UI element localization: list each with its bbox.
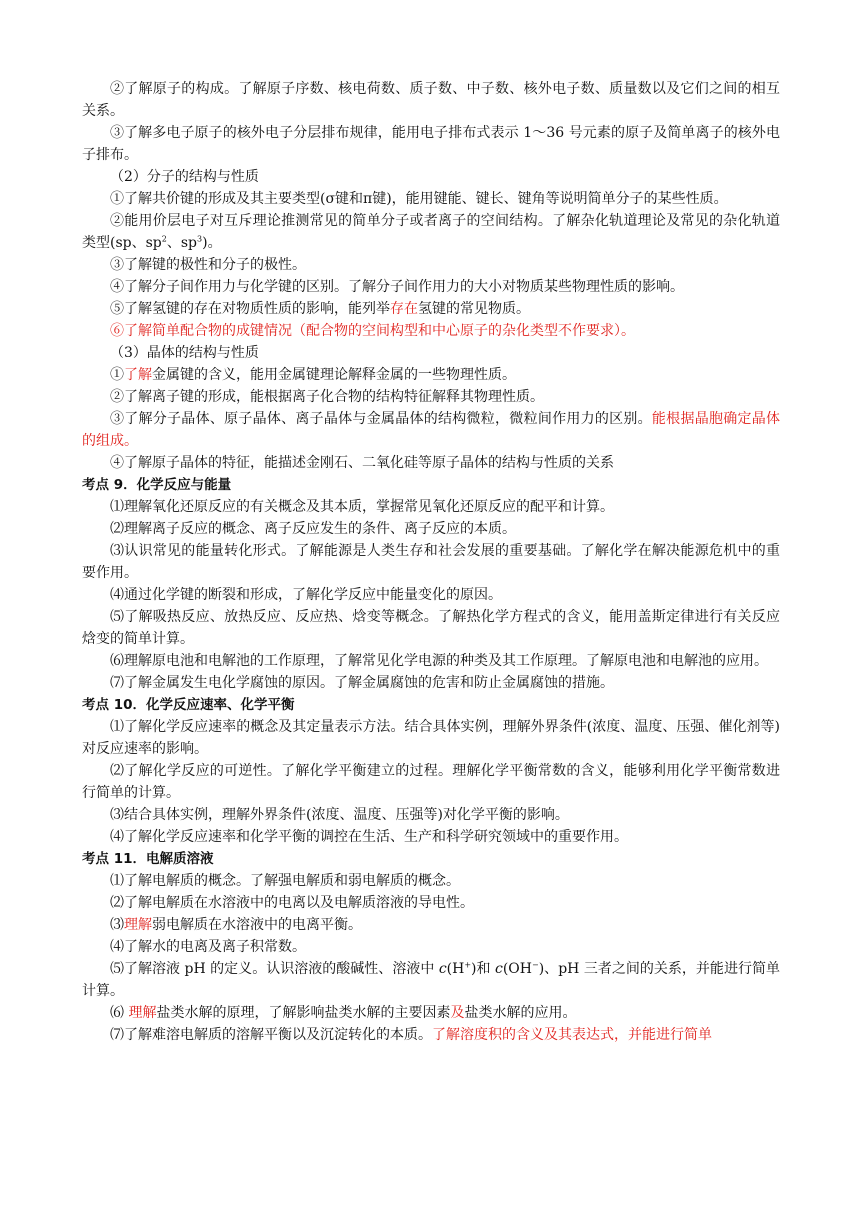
text-e6-c: 盐类水解的应用。	[464, 1005, 577, 1021]
highlight-understand: 了解	[124, 367, 152, 383]
text-vsepr-b: 、sp	[166, 235, 198, 251]
text-e7-a: ⑺了解难溶电解质的溶解平衡以及沉淀转化的本质。	[110, 1027, 432, 1043]
highlight-comprehend: 理解	[124, 917, 152, 933]
list-item: ⑴了解化学反应速率的概念及其定量表示方法。结合具体实例，理解外界条件(浓度、温度、压强、催化剂等)对反应速率的影响。	[82, 719, 780, 757]
superscript-2: 2	[161, 234, 167, 244]
document-page	[82, 78, 780, 1046]
superscript-minus: −	[532, 960, 539, 970]
list-item: ⑴了解电解质的概念。了解强电解质和弱电解质的概念。	[110, 873, 460, 889]
text-e5-a: ⑸了解溶液 pH 的定义。认识溶液的酸碱性、溶液中	[110, 961, 439, 977]
list-item: ⑵了解化学反应的可逆性。了解化学平衡建立的过程。理解化学平衡常数的含义，能够利用化学平衡常数进行简单的计算。	[82, 763, 780, 801]
list-item: ⑷通过化学键的断裂和形成，了解化学反应中能量变化的原因。	[110, 587, 502, 603]
paragraph-covalent-bond: ①了解共价键的形成及其主要类型(σ键和π键)，能用键能、键长、键角等说明简单分子的某些性质。	[110, 191, 728, 207]
heading-point-11: 考点 11．电解质溶液	[82, 851, 214, 867]
text-oh: (OH	[502, 961, 532, 977]
list-item	[82, 1002, 780, 1024]
text-e6-a: ⑹	[110, 1005, 129, 1021]
text-vsepr-a: ②能用价层电子对互斥理论推测常见的简单分子或者离子的空间结构。了解杂化轨道理论及常见的杂化轨道类型(sp、sp	[82, 213, 780, 251]
paragraph-atom-structure: ②了解原子的构成。了解原子序数、核电荷数、质子数、中子数、核外电子数、质量数以及它们之间的相互关系。	[82, 81, 780, 119]
list-item: ⑵了解电解质在水溶液中的电离以及电解质溶液的导电性。	[110, 895, 474, 911]
list-item: ⑷了解水的电离及离子积常数。	[110, 939, 306, 955]
paragraph-intermolecular-force: ④了解分子间作用力与化学键的区别。了解分子间作用力的大小对物质某些物理性质的影响。	[110, 279, 684, 295]
highlight-and: 及	[450, 1005, 465, 1021]
text-metal-a: ①	[110, 367, 124, 383]
list-item: ⑵理解离子反应的概念、离子反应发生的条件、离子反应的本质。	[110, 521, 516, 537]
highlight-exist: 存在	[390, 301, 418, 317]
text-metal-b: 金属键的含义，能用金属键理论解释金属的一些物理性质。	[152, 367, 516, 383]
list-item	[82, 958, 780, 1002]
list-item	[82, 1024, 780, 1046]
subsection-title-molecule: （2）分子的结构与性质	[110, 169, 259, 185]
text-e5-b: )、pH 三者之间的关系，并能进行简单计算。	[82, 961, 780, 999]
text-e6-b: 盐类水解的原理，了解影响盐类水解的主要因素	[156, 1005, 451, 1021]
text-h: (H	[446, 961, 465, 977]
paragraph-ionic-bond: ②了解离子键的形成，能根据离子化合物的结构特征解释其物理性质。	[110, 389, 544, 405]
highlight-ksp: 了解溶度积的含义及其表达式，并能进行简单	[432, 1027, 712, 1043]
paragraph-hydrogen-bond	[82, 298, 780, 320]
text-hbond-b: 氢键的常见物质。	[418, 301, 530, 317]
text-e3-a: ⑶	[110, 917, 124, 933]
text-crystal-a: ③了解分子晶体、原子晶体、离子晶体与金属晶体的结构微粒，微粒间作用力的区别。	[110, 411, 652, 427]
superscript-3: 3	[197, 234, 203, 244]
paragraph-vsepr	[82, 210, 780, 254]
heading-point-9: 考点 9．化学反应与能量	[82, 477, 232, 493]
text-e5-mid: )和	[471, 961, 495, 977]
list-item: ⑷了解化学反应速率和化学平衡的调控在生活、生产和科学研究领域中的重要作用。	[110, 829, 628, 845]
list-item: ⑴理解氧化还原反应的有关概念及其本质，掌握常见氧化还原反应的配平和计算。	[110, 499, 614, 515]
list-item: ⑶认识常见的能量转化形式。了解能源是人类生存和社会发展的重要基础。了解化学在解决能源危机中的重要作用。	[82, 543, 780, 581]
symbol-c: c	[495, 961, 503, 977]
paragraph-atomic-crystal: ④了解原子晶体的特征，能描述金刚石、二氧化硅等原子晶体的结构与性质的关系	[110, 455, 614, 471]
highlight-unit-cell: 能根据晶胞确定晶体的组成。	[82, 411, 781, 449]
text-e3-b: 弱电解质在水溶液中的电离平衡。	[152, 917, 362, 933]
heading-point-10: 考点 10．化学反应速率、化学平衡	[82, 697, 295, 713]
text-vsepr-c: )。	[202, 235, 222, 251]
highlight-comprehend: 理解	[128, 1005, 157, 1021]
list-item: ⑺了解金属发生电化学腐蚀的原因。了解金属腐蚀的危害和防止金属腐蚀的措施。	[110, 675, 614, 691]
list-item	[82, 914, 780, 936]
list-item: ⑶结合具体实例，理解外界条件(浓度、温度、压强等)对化学平衡的影响。	[110, 807, 569, 823]
paragraph-electron-configuration: ③了解多电子原子的核外电子分层排布规律，能用电子排布式表示 1～36 号元素的原子及简单离子的核外电子排布。	[82, 125, 780, 163]
text-hbond-a: ⑤了解氢键的存在对物质性质的影响，能列举	[110, 301, 390, 317]
list-item: ⑸了解吸热反应、放热反应、反应热、焓变等概念。了解热化学方程式的含义，能用盖斯定律进行有关反应焓变的简单计算。	[82, 609, 780, 647]
symbol-c: c	[438, 961, 447, 977]
paragraph-coordination-compound: ⑥了解简单配合物的成键情况（配合物的空间构型和中心原子的杂化类型不作要求）。	[110, 323, 635, 339]
list-item: ⑹理解原电池和电解池的工作原理，了解常见化学电源的种类及其工作原理。了解原电池和电解池的应用。	[110, 653, 768, 669]
paragraph-bond-polarity: ③了解键的极性和分子的极性。	[110, 257, 306, 273]
paragraph-crystal-types	[82, 408, 780, 452]
subsection-title-crystal: （3）晶体的结构与性质	[110, 345, 259, 361]
paragraph-metallic-bond	[82, 364, 780, 386]
superscript-plus: +	[464, 960, 472, 970]
